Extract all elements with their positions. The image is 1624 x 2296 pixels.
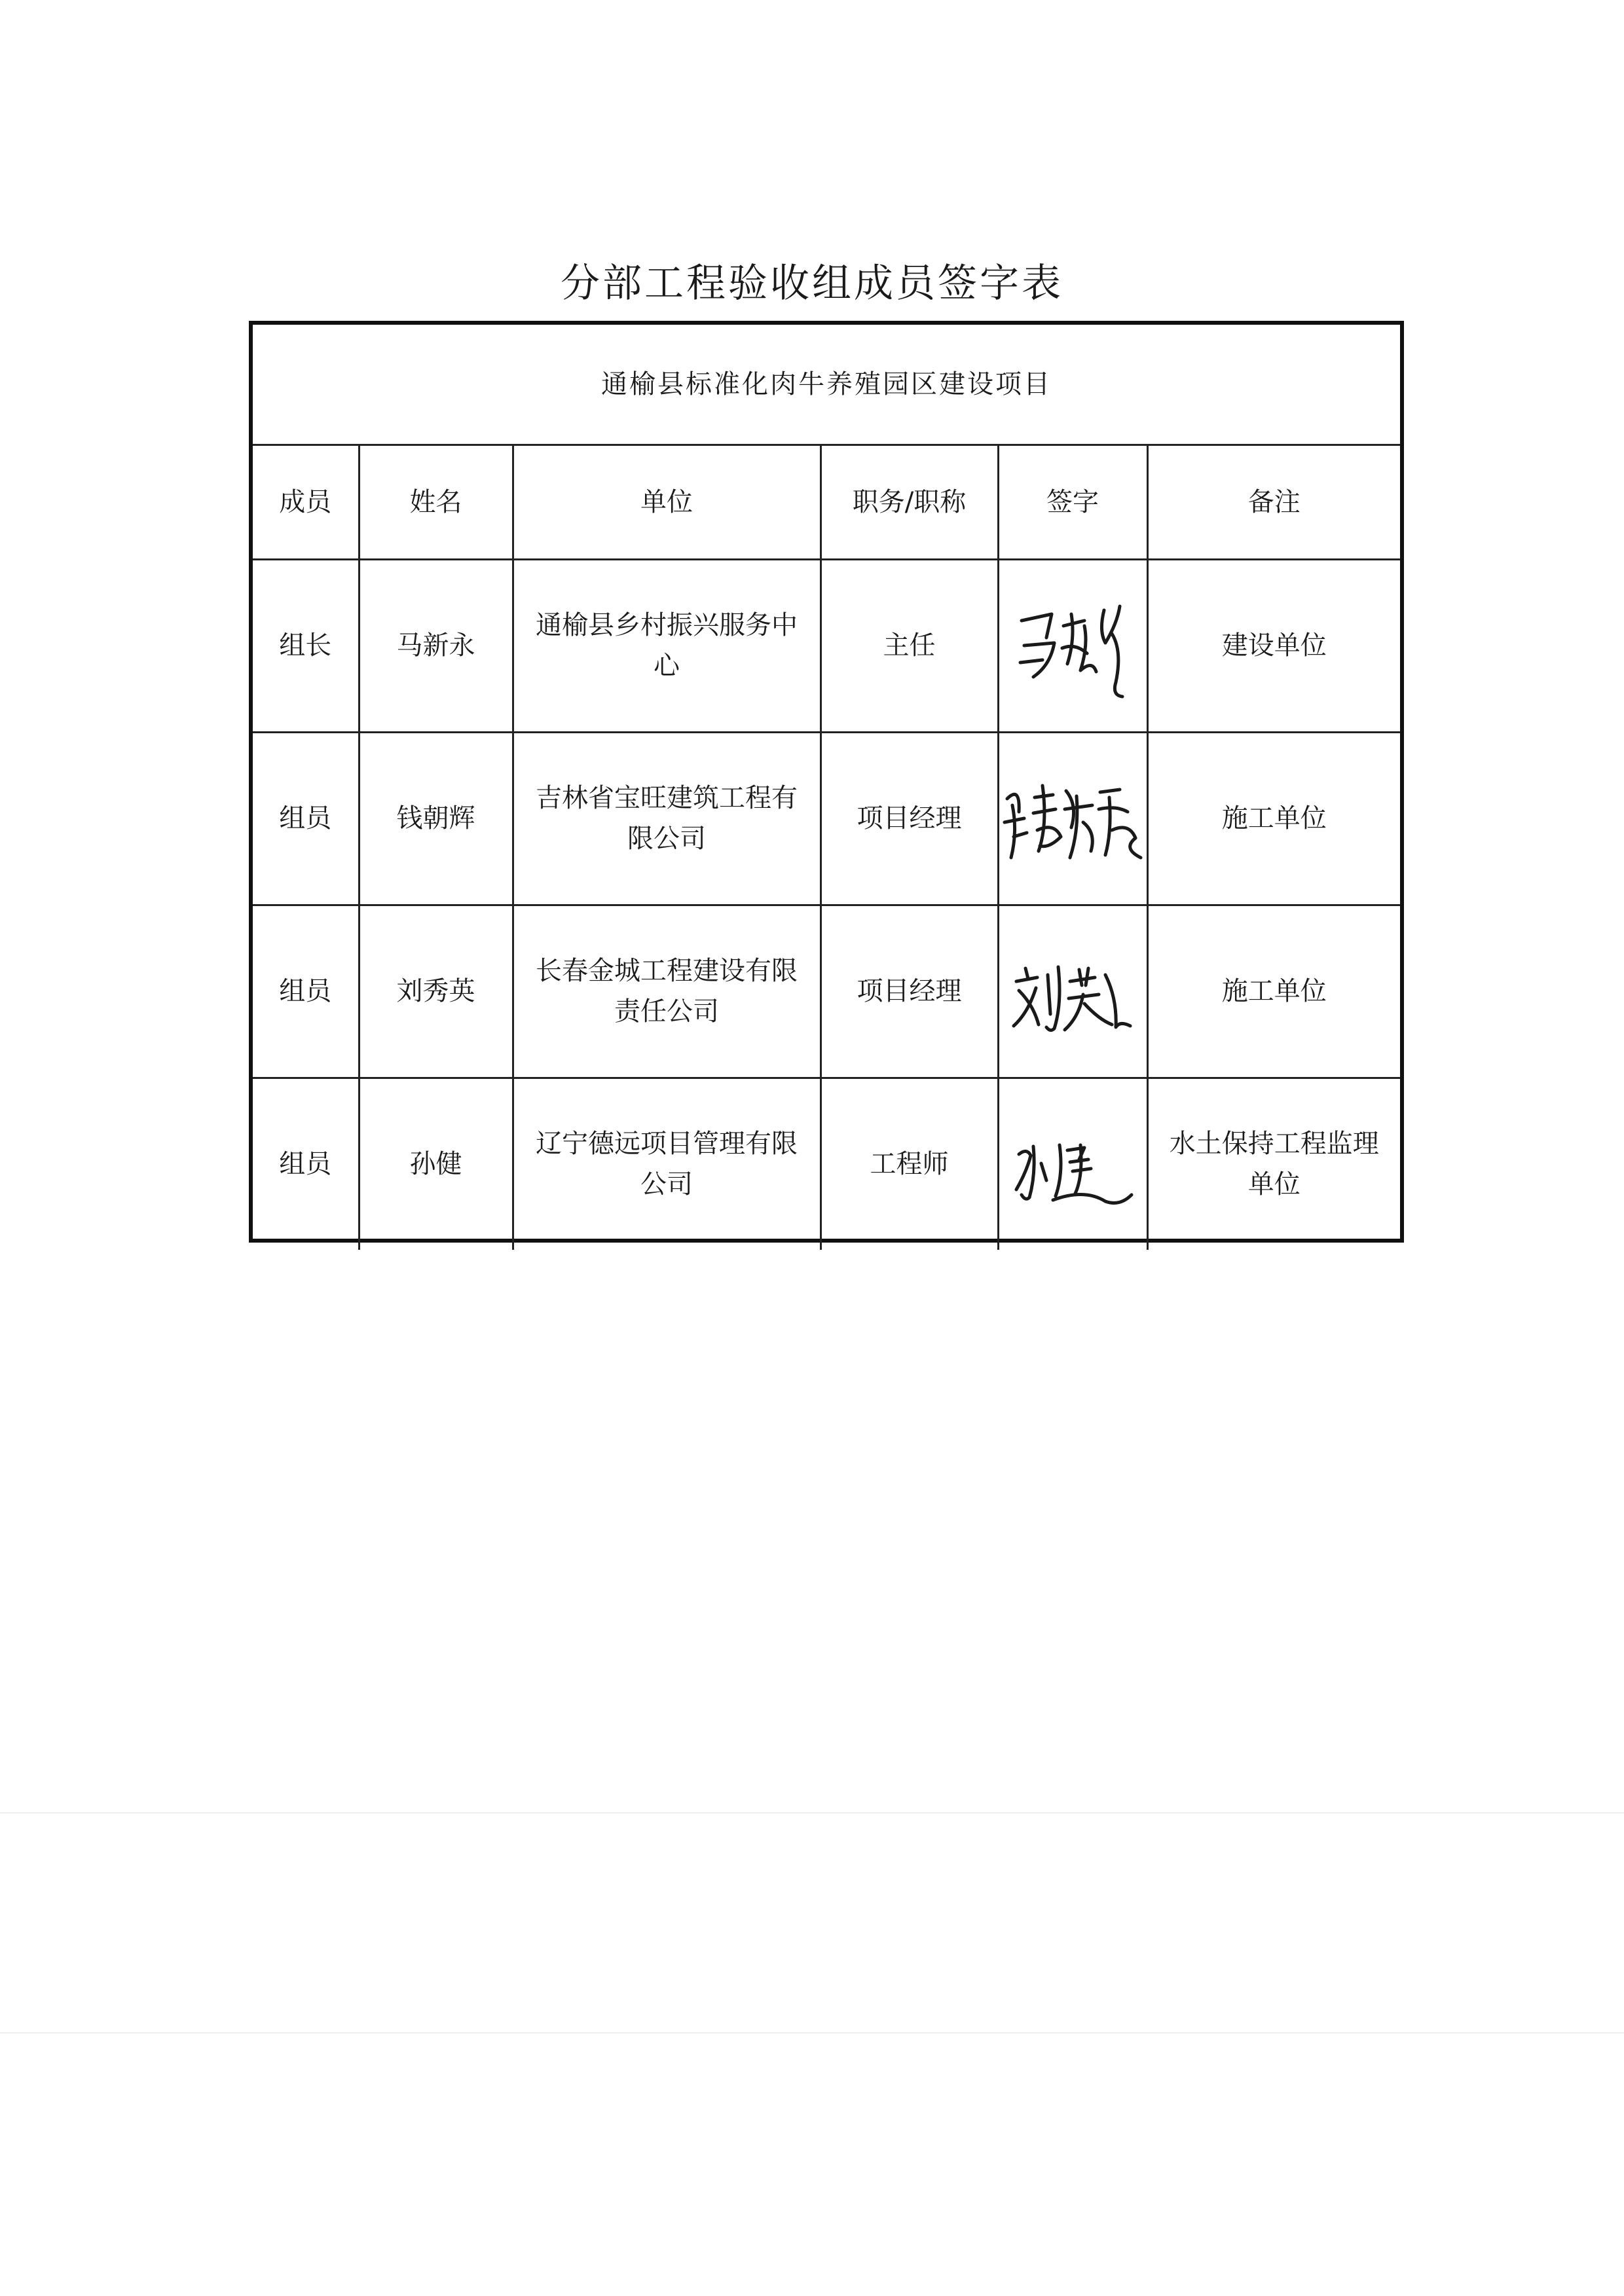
scan-line — [0, 1812, 1624, 1813]
header-signature: 签字 — [998, 445, 1147, 559]
member-position: 工程师 — [821, 1078, 998, 1250]
member-remarks: 施工单位 — [1147, 732, 1400, 905]
scan-line — [0, 2032, 1624, 2033]
table-row — [253, 559, 1400, 732]
member-unit: 辽宁德远项目管理有限公司 — [513, 1078, 821, 1250]
handwritten-signature — [1001, 759, 1145, 877]
member-position: 项目经理 — [821, 732, 998, 905]
header-unit: 单位 — [513, 445, 821, 559]
member-unit: 长春金城工程建设有限责任公司 — [513, 905, 821, 1078]
member-role: 组长 — [253, 559, 359, 732]
signature-cell — [998, 1078, 1147, 1250]
table-row — [253, 1078, 1400, 1250]
table-row — [253, 905, 1400, 1078]
project-name: 通榆县标准化肉牛养殖园区建设项目 — [253, 325, 1400, 445]
signature-cell — [998, 559, 1147, 732]
member-role: 组员 — [253, 905, 359, 1078]
signature-sheet — [249, 321, 1404, 1243]
member-unit: 吉林省宝旺建筑工程有限公司 — [513, 732, 821, 905]
header-member: 成员 — [253, 445, 359, 559]
member-position: 主任 — [821, 559, 998, 732]
project-row — [253, 325, 1400, 445]
signature-cell — [998, 905, 1147, 1078]
member-unit: 通榆县乡村振兴服务中心 — [513, 559, 821, 732]
member-remarks: 建设单位 — [1147, 559, 1400, 732]
signature-cell — [998, 732, 1147, 905]
member-role: 组员 — [253, 1078, 359, 1250]
header-position: 职务/职称 — [821, 445, 998, 559]
header-row — [253, 445, 1400, 559]
member-remarks: 水土保持工程监理单位 — [1147, 1078, 1400, 1250]
member-name: 马新永 — [359, 559, 513, 732]
handwritten-signature — [1007, 1108, 1138, 1220]
header-name: 姓名 — [359, 445, 513, 559]
handwritten-signature — [1007, 580, 1138, 711]
member-role: 组员 — [253, 732, 359, 905]
member-table — [253, 325, 1400, 1250]
member-position: 项目经理 — [821, 905, 998, 1078]
member-remarks: 施工单位 — [1147, 905, 1400, 1078]
page-title: 分部工程验收组成员签字表 — [561, 261, 1063, 307]
table-row — [253, 732, 1400, 905]
member-name: 刘秀英 — [359, 905, 513, 1078]
member-name: 孙健 — [359, 1078, 513, 1250]
member-name: 钱朝辉 — [359, 732, 513, 905]
header-remarks: 备注 — [1147, 445, 1400, 559]
handwritten-signature — [1007, 936, 1138, 1047]
